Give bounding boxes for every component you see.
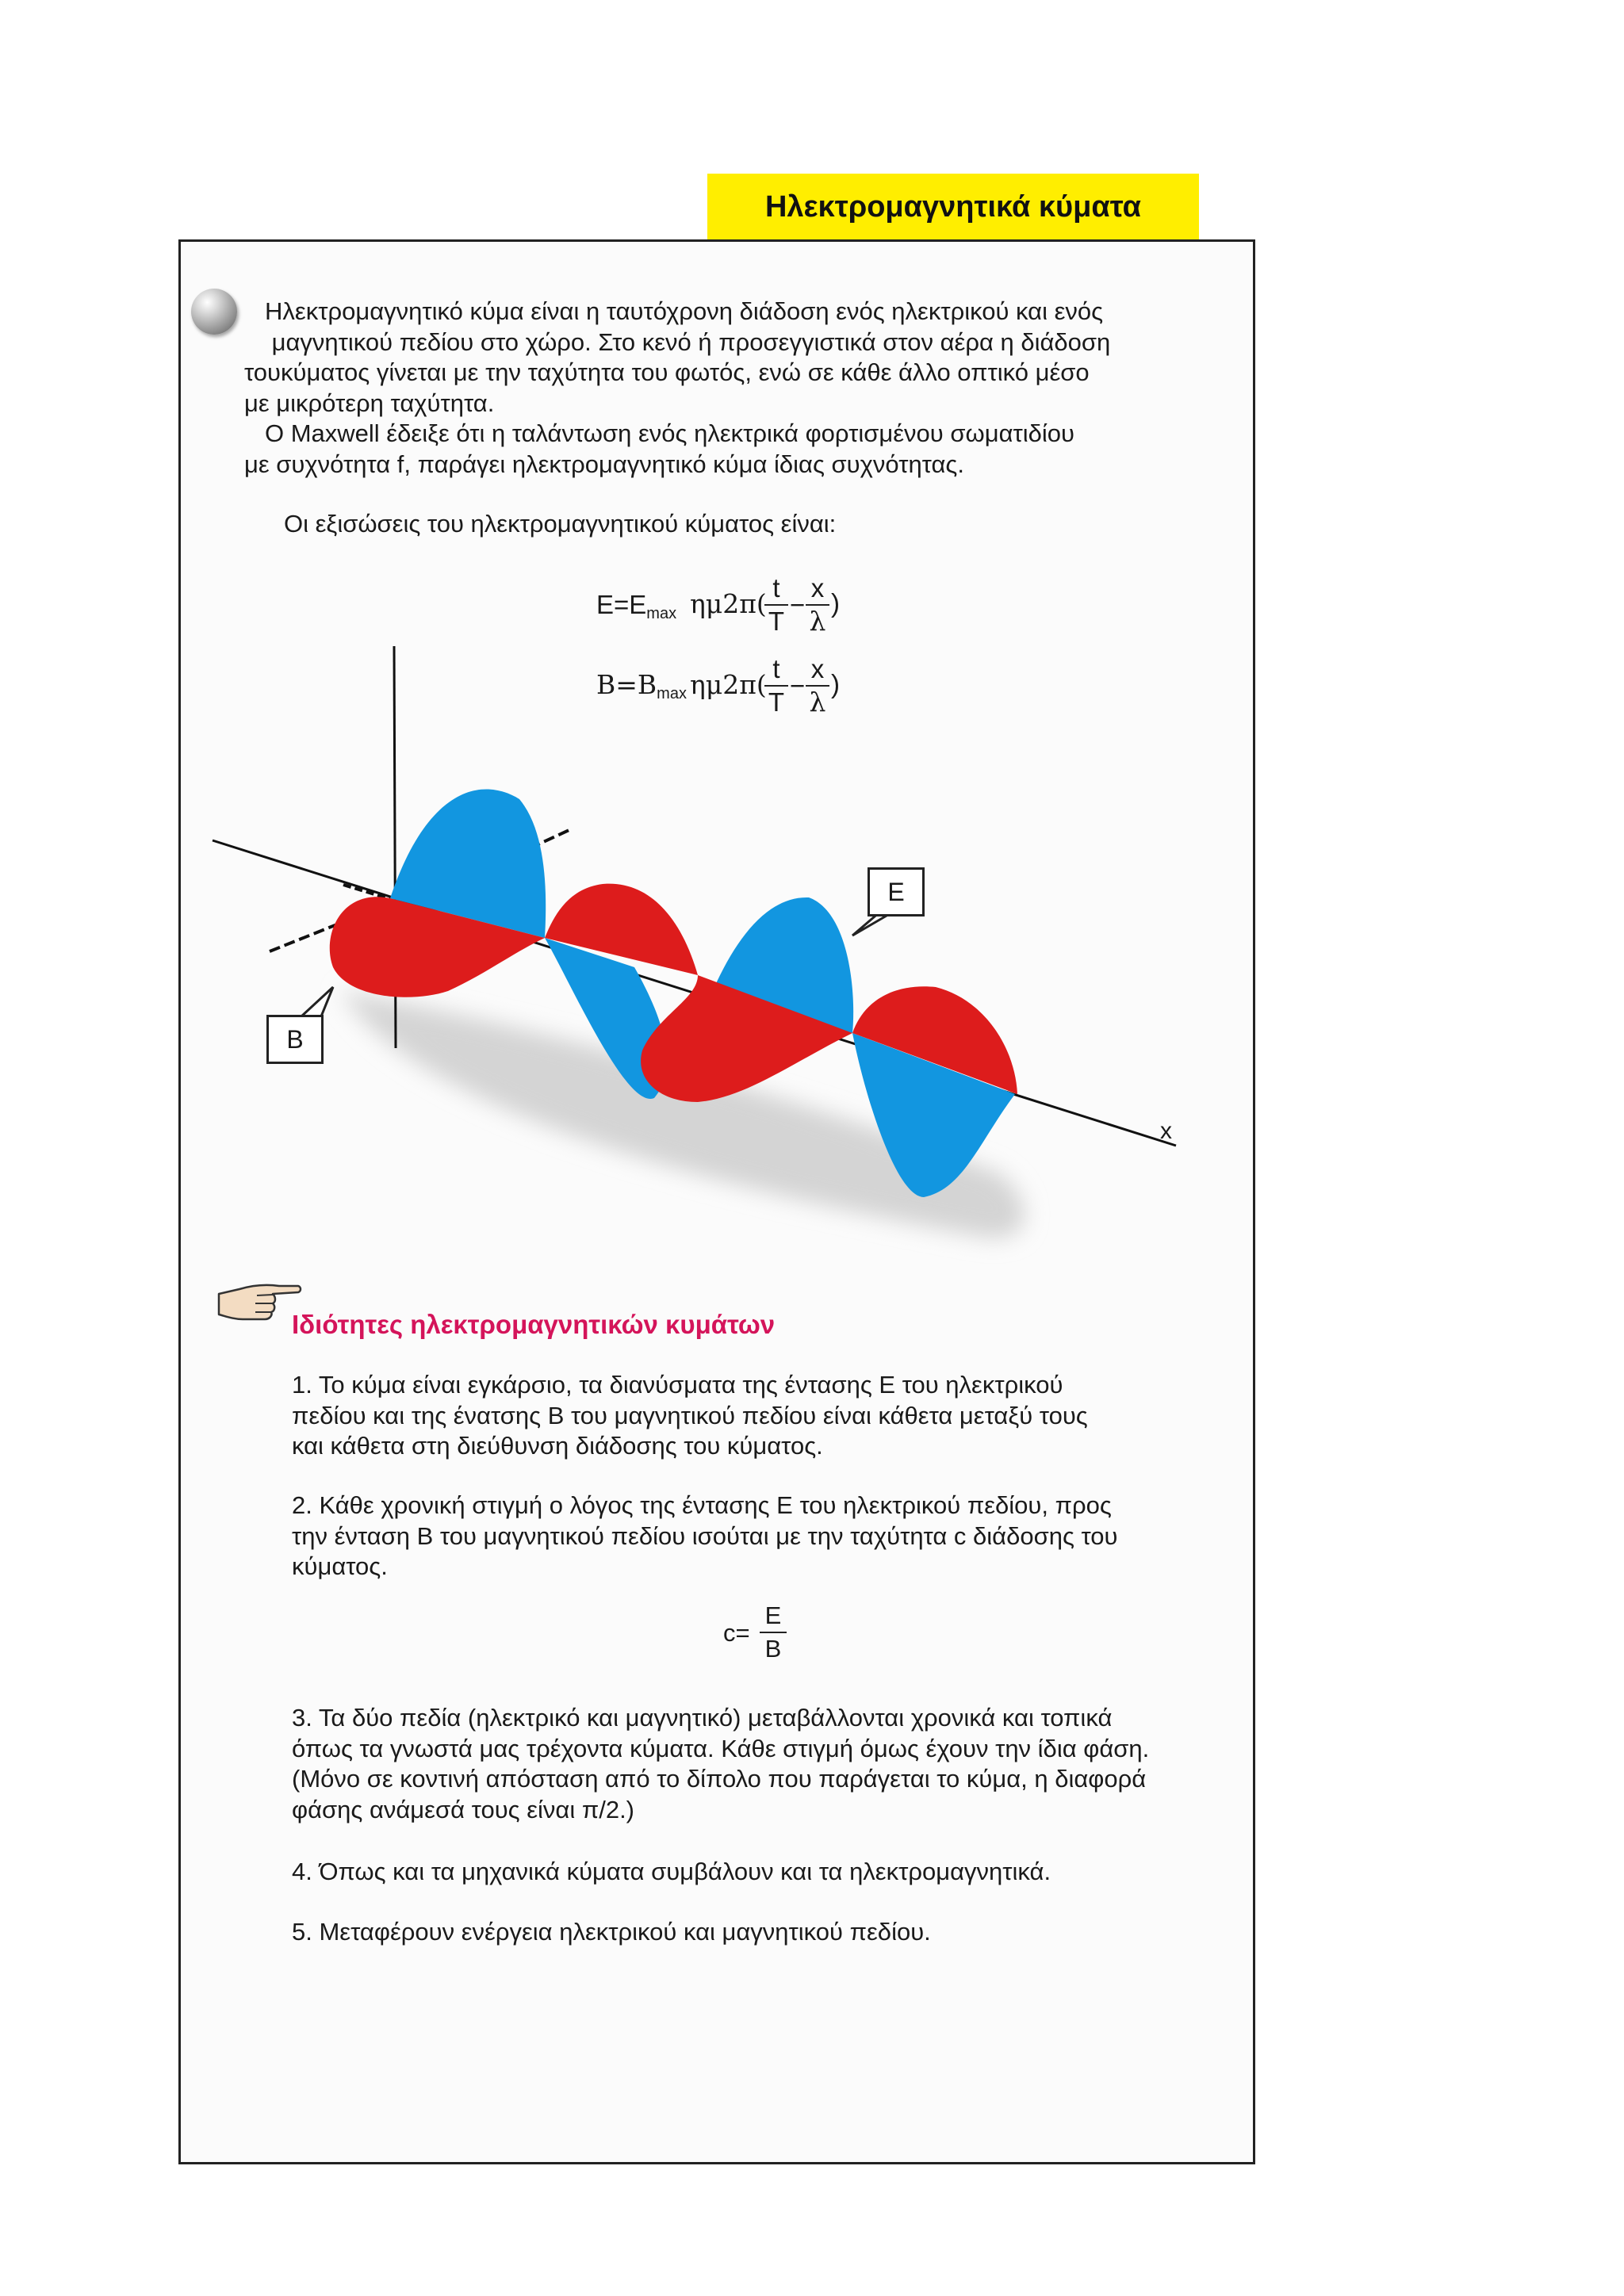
c-den: B bbox=[764, 1635, 782, 1663]
b-label-text: B bbox=[286, 1024, 304, 1054]
c-num: E bbox=[764, 1601, 782, 1629]
eq-e-lhs: E=E bbox=[596, 590, 647, 619]
property-line: 2. Κάθε χρονική στιγμή ο λόγος της έντασης Ε του ηλεκτρικού πεδίου, προς bbox=[292, 1491, 1112, 1519]
eq-b-trig: ημ2π( bbox=[690, 669, 767, 700]
equations-intro: Οι εξισώσεις του ηλεκτρομαγνητικού κύματος είναι: bbox=[284, 510, 837, 538]
e-field-label bbox=[868, 867, 925, 916]
property-line: πεδίου και της ένατσης Β του μαγνητικού πεδίου είναι κάθετα μεταξύ τους bbox=[292, 1401, 1088, 1429]
pointing-hand-icon bbox=[216, 1278, 303, 1322]
property-line: 1. Το κύμα είναι εγκάρσιο, τα διανύσματα της έντασης Ε του ηλεκτρικού bbox=[292, 1371, 1063, 1399]
dashed-axis-tick bbox=[343, 885, 390, 899]
eq-b-x: x bbox=[810, 654, 825, 683]
eq-e-close: ) bbox=[831, 588, 840, 618]
intro-line: μαγνητικού πεδίου στο χώρο. Στο κενό ή προσεγγιστικά στον αέρα η διάδοση bbox=[265, 327, 1111, 356]
x-axis-label: x bbox=[1160, 1118, 1172, 1144]
b-callout-pointer bbox=[301, 987, 333, 1016]
property-line: (Μόνο σε κοντινή απόσταση από το δίπολο που παράγεται το κύμα, η διαφορά bbox=[292, 1765, 1147, 1793]
eq-e-max: max bbox=[646, 605, 677, 622]
eq-e-x: x bbox=[810, 573, 825, 603]
property-line: όπως τα γνωστά μας τρέχοντα κύματα. Κάθε στιγμή όμως έχουν την ίδια φάση. bbox=[292, 1734, 1150, 1762]
eq-e-minus: − bbox=[790, 590, 806, 619]
property-line: 3. Τα δύο πεδία (ηλεκτρικό και μαγνητικό) μεταβάλλονται χρονικά και τοπικά bbox=[292, 1704, 1113, 1732]
eq-b-minus: − bbox=[790, 671, 806, 700]
b-field-label bbox=[266, 1015, 324, 1064]
property-line: 4. Όπως και τα μηχανικά κύματα συμβάλουν και τα ηλεκτρομαγνητικά. bbox=[292, 1858, 1051, 1885]
property-line: την ένταση Β του μαγνητικού πεδίου ισούται με την ταχύτητα c διάδοσης του bbox=[292, 1521, 1118, 1550]
eq-e-lambda: λ bbox=[809, 606, 826, 637]
intro-line: τουκύματος γίνεται με την ταχύτητα του φωτός, ενώ σε κάθε άλλο οπτικό μέσο bbox=[244, 358, 1090, 386]
eq-e-t: t bbox=[772, 573, 780, 603]
c-lhs: c= bbox=[723, 1619, 750, 1647]
intro-line: Ηλεκτρομαγνητικό κύμα είναι η ταυτόχρονη διάδοση ενός ηλεκτρικού και ενός bbox=[265, 297, 1104, 325]
c-fraction bbox=[760, 1601, 787, 1663]
property-line: φάσης ανάμεσά τους είναι π/2.) bbox=[292, 1795, 635, 1823]
intro-line: Ο Maxwell έδειξε ότι η ταλάντωση ενός ηλεκτρικά φορτισμένου σωματιδίου bbox=[265, 419, 1074, 447]
eq-b-lambda: λ bbox=[809, 687, 826, 718]
eq-e-trig: ημ2π( bbox=[690, 588, 767, 619]
properties-heading: Ιδιότητες ηλεκτρομαγνητικών κυμάτων bbox=[292, 1310, 776, 1339]
property-line: κύματος. bbox=[292, 1552, 388, 1580]
property-line: 5. Μεταφέρουν ενέργεια ηλεκτρικού και μαγνητικού πεδίου. bbox=[292, 1918, 931, 1946]
intro-line: με συχνότητα f, παράγει ηλεκτρομαγνητικό κύμα ίδιας συχνότητας. bbox=[244, 450, 964, 478]
eq-b-lhs: B=B bbox=[596, 669, 657, 700]
eq-b-close: ) bbox=[831, 669, 840, 698]
eq-b-max: max bbox=[657, 685, 687, 702]
property-line: και κάθετα στη διεύθυνση διάδοσης του κύματος. bbox=[292, 1432, 823, 1460]
eq-b-t: t bbox=[772, 654, 780, 683]
e-label-text: E bbox=[887, 877, 905, 906]
page-title: Ηλεκτρομαγνητικά κύματα bbox=[707, 174, 1199, 240]
intro-line: με μικρότερη ταχύτητα. bbox=[244, 388, 495, 417]
eq-b-T: T bbox=[768, 687, 785, 717]
eq-e-T: T bbox=[768, 607, 785, 636]
